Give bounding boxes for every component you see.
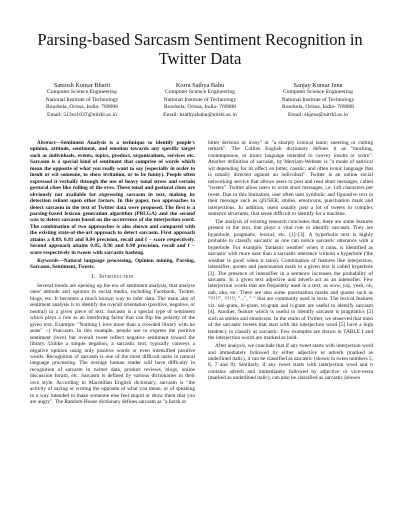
keywords xyxy=(30,258,195,271)
author-location: Rourkela, Orissa, India- 769008 xyxy=(164,104,236,111)
author-department: Computer Science Engineering xyxy=(283,89,353,96)
author-name: Santosh Kumar Bharti xyxy=(53,82,111,89)
author-department: Computer Science Engineering xyxy=(47,89,117,96)
author-institution: National Institute of Technology xyxy=(163,96,237,103)
section-number: I. xyxy=(91,273,96,280)
author-location: Rourkela, Orissa, India- 769008 xyxy=(282,104,354,111)
author-institution: National Institute of Technology xyxy=(45,96,119,103)
body-paragraph: bitter derision or irony" or "a sharply ironical taunt; sneering or cutting remark". The Collins English dictionary defines it as "mocking, contemptuous, or ironic language intended to convey insults or scorn". Another definition of sarcasm, by Merriam-Webster is "a mode of satirical wit depending for its effect on bitter, caustic, and often ironic language that is usually directed against an individual". Twitter is an online social networking service that allows users to post and read short messages, called "tweets". Twitter allow users to write short messages, i.e. 140 characters per tweet. Due to this limitation, user often uses symbolic and figurative text in their message such as @USER, smiles, emoticons, punctuation mark and interjections. In addition, users usually post a lot of tweets in complex sentence structures, that sense difficult to identify for a machine. xyxy=(208,140,373,217)
author-location: Rourkela, Orissa, India- 769008 xyxy=(46,104,118,111)
author-email: Email: skjena@nitrkl.ac.in xyxy=(288,111,348,118)
abstract-label: Abstract xyxy=(37,140,56,146)
abstract xyxy=(30,140,195,256)
author-name: Sanjay Kumar Jena xyxy=(293,82,343,89)
body-paragraph: The analysis of existing research concludes that, there are some features present in the text, that plays a vital role to identify sarcasm. They are hyperbole, pragmatic, lexical, etc. [1]–[3]. A hyperbolic text is highly probable to classify sarcastic as one can notice sarcastic utterance with a hyperbole. For example: 'fantastic weather' when it rains, is identified as sarcastic with more ease than a sarcastic utterance without a hyperbole ('the weather is good' when it rains). Combination of features like interjection, intensifier, quotes and punctuation mark in a given text is called hyperbole [3]. The presence of intensifier in a sentence increases the probability of sarcasm. In a given text adjective and adverb act as an intensifier. Few interjection words that are frequently used in a text, as wow, yay, yeah, oh, nah, aha, etc. There are also some punctuation marks and quotes such as "!!!!!", !!!!!!, "...", " " that are commonly used in texts. The lexical features viz. uni-gram, bi-gram, tri-gram and n-gram are useful to identify sarcasm [4]. Another, feature which is useful to identify sarcasm is pragmatics [2] such as smiles and emoticons. In the realm of Twitter, we observed that most of the sarcastic tweets that start with the interjection word [5] have a high tendency to classify as sarcastic. Few examples are shown in TABLE I and the interjection words are marked as bold. xyxy=(208,218,373,342)
author-email: Email: 513cs1037@nitrkl.ac.in xyxy=(47,111,117,118)
author-2 xyxy=(142,82,258,119)
author-name: Korra Sathya Babu xyxy=(175,82,225,89)
author-block xyxy=(24,82,376,119)
author-3 xyxy=(260,82,376,119)
keywords-text: —Natural language processing, Opinion mining, Parsing, Sarcasm, Sentiment, Tweets. xyxy=(30,257,195,271)
section-heading xyxy=(30,274,195,280)
author-department: Computer Science Engineering xyxy=(165,89,235,96)
right-column xyxy=(208,140,373,383)
body-paragraph: Several trends are opening up the era of sentiment analysis, that analyse ones' attitude and opinion in social media, including Facebook, Twitter, blogs, etc. It becomes a much known way to infer data. The main aim of sentiment analysis is to identify the overall orientation (positive, negative, or neutral) in a given piece of text. Sarcasm is a special type of sentiment which plays a role as an interfering factor that can flip the polarity of the given text. Example: "Nothing I love more than a crowded library with no seats" :-) #sarcasm. In this example, people use to express the positive sentiment (love) but overall tweet reflect negative sentiment toward the library. Unlike a simple negation, a sarcastic text, typically conveys a negative opinion using only positive words or even intensified positive words. Recognition of sarcasm is one of the most difficult tasks in natural language processing. The average human reader will have difficulty in recognition of sarcasm in twitter data, product reviews, blogs, online discussion forum, etc. Sarcasm is defined by various dictionaries in their own style. According to Macmillan English dictionary, sarcasm is "the activity of saying or writing the opposite of what you mean, or of speaking in a way intended to make someone else feel stupid or show them that you are angry". The Random House dictionary defines sarcasm as "a harsh or xyxy=(30,283,195,406)
paper-title: Parsing-based Sarcasm Sentiment Recognition in Twitter Data xyxy=(37,30,363,68)
author-email: Email: ksathyababu@nitrkl.ac.in xyxy=(163,111,237,118)
keywords-label: Keywords xyxy=(37,257,59,264)
section-title: Introduction xyxy=(99,273,134,280)
left-column xyxy=(30,140,195,407)
body-paragraph: After analysis, we conclude that if any tweet starts with interjection word and immediately followed by either adjective or adverb (marked as underlined italic), it can be classified as sarcastic (shown in tweet numbers 5, 6, 7 and 8). Similarly, if any tweet starts with interjection word and it contains adverb and immediately followed by adjective or vice-versa (marked as underlined italic), can also be classified as sarcastic (shown xyxy=(208,343,374,382)
author-1 xyxy=(24,82,140,119)
abstract-text: —Sentiment Analysis is a technique to identify people's opinion, attitude, sentiment, and emotion towards any specific target such as individuals, events, topics, product, organizations, services etc. Sarcasm is a special kind of sentiment that comprise of words which mean the opposite of what you really want to say (especially in order to insult or wit someone, to show irritation, or to be funny). People often expressed it verbally through the use of heavy tonal stress and certain gestural clues like rolling of the eyes. These tonal and gestural clues are obviously not available for expressing sarcasm in text, making its detection reliant upon other factors. In this paper, two approaches to detect sarcasm in the text of Twitter data were proposed. The first is a parsing-based lexicon generation algorithm (PBLGA) and the second was to detect sarcasm based on the occurrence of the interjection word. The combination of two approaches is also shown and compared with the existing state-of-the-art approach to detect sarcasm. First approach attains a 0.89, 0.81 and 0.84 precision, recall and f − score respectively. Second approach attains 0.85, 0.96 and 0.90 precision, recall and f − score respectively in tweets with sarcastic hashtag. xyxy=(30,140,195,256)
author-institution: National Institute of Technology xyxy=(281,96,355,103)
